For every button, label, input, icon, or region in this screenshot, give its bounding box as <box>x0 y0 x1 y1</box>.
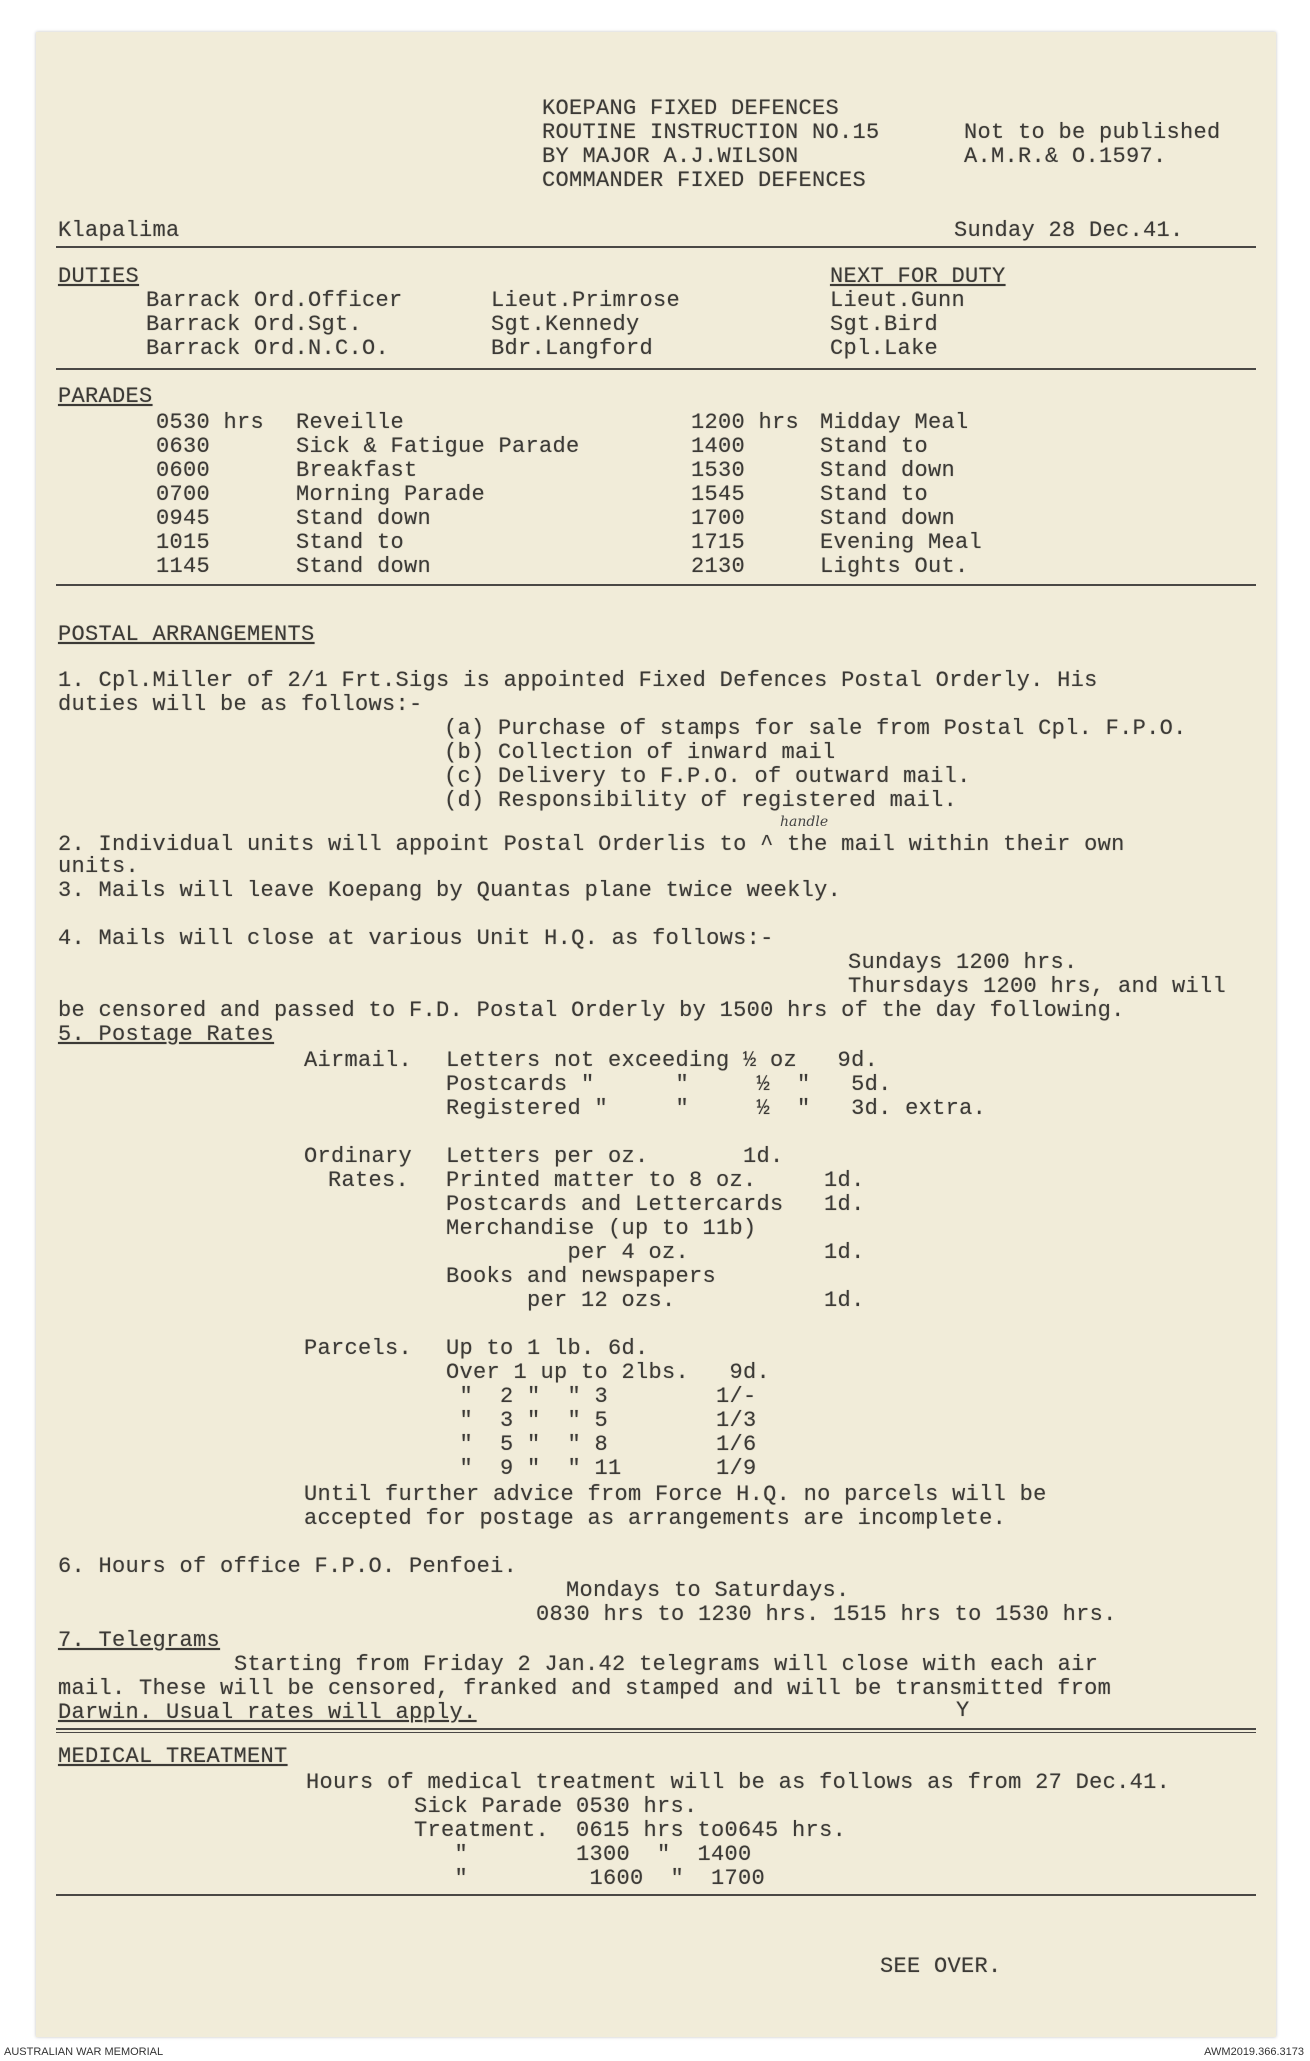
parade-time: 1700 <box>691 506 746 531</box>
ordinary-label: Ordinary <box>304 1144 413 1169</box>
postal-para-1-cont: duties will be as follows:- <box>58 692 423 717</box>
publication-note-1: Not to be published <box>964 120 1221 145</box>
postal-duty-item: (c) Delivery to F.P.O. of outward mail. <box>444 764 971 789</box>
header-line-3: BY MAJOR A.J.WILSON <box>542 144 799 169</box>
parade-event: Evening Meal <box>820 530 983 555</box>
footer-accession-number: AWM2019.366.3173 <box>1204 2046 1304 2058</box>
duty-role: Barrack Ord.N.C.O. <box>146 336 390 361</box>
parade-event: Stand down <box>296 554 432 579</box>
divider <box>56 246 1256 248</box>
medical-line: " 1600 " 1700 <box>414 1866 766 1891</box>
footer-credit: AUSTRALIAN WAR MEMORIAL <box>4 2046 164 2058</box>
duty-name: Lieut.Primrose <box>491 288 681 313</box>
telegrams-line: Starting from Friday 2 Jan.42 telegrams will close with each air <box>234 1652 1099 1677</box>
office-hours-para: 6. Hours of office F.P.O. Penfoei. <box>58 1554 518 1579</box>
mail-close-sunday: Sundays 1200 hrs. <box>848 950 1078 975</box>
airmail-label: Airmail. <box>304 1048 413 1073</box>
ordinary-rate: per 12 ozs. 1d. <box>446 1288 865 1313</box>
place-name: Klapalima <box>58 218 180 243</box>
airmail-rate: Postcards " " ½ " 5d. <box>446 1072 892 1097</box>
ordinary-rate: Merchandise (up to 11b) <box>446 1216 757 1241</box>
postal-para-3: 3. Mails will leave Koepang by Quantas plane twice weekly. <box>58 878 842 903</box>
postal-para-2: 2. Individual units will appoint Postal Orderlis to ^ the mail within their own <box>58 832 1125 857</box>
parade-event: Stand down <box>820 458 956 483</box>
parade-time: 2130 <box>691 554 746 579</box>
postal-heading: POSTAL ARRANGEMENTS <box>58 622 315 647</box>
duty-role: Barrack Ord.Officer <box>146 288 403 313</box>
parade-event: Stand to <box>296 530 405 555</box>
postal-para-1: 1. Cpl.Miller of 2/1 Frt.Sigs is appointed Fixed Defences Postal Orderly. His <box>58 668 1098 693</box>
medical-line: " 1300 " 1400 <box>414 1842 752 1867</box>
mail-close-thursday: Thursdays 1200 hrs, and will <box>848 974 1227 999</box>
parade-event: Breakfast <box>296 458 418 483</box>
parade-event: Sick & Fatigue Parade <box>296 434 580 459</box>
parcel-rate: " 9 " " 11 1/9 <box>446 1456 757 1481</box>
telegrams-line: mail. These will be censored, franked and stamped and will be transmitted from <box>58 1676 1112 1701</box>
medical-heading: MEDICAL TREATMENT <box>58 1744 288 1769</box>
parcels-note-cont: accepted for postage as arrangements are incomplete. <box>304 1506 1007 1531</box>
parade-event: Stand to <box>820 482 929 507</box>
parcels-label: Parcels. <box>304 1336 413 1361</box>
telegrams-heading: 7. Telegrams <box>58 1628 221 1653</box>
document-date: Sunday 28 Dec.41. <box>954 218 1184 243</box>
duty-next: Sgt.Bird <box>830 312 939 337</box>
postal-para-2-cont: units. <box>58 854 140 879</box>
ordinary-rate: Letters per oz. 1d. <box>446 1144 784 1169</box>
parade-event: Reveille <box>296 410 405 435</box>
header-line-1: KOEPANG FIXED DEFENCES <box>542 96 840 121</box>
document-page <box>36 32 1276 2037</box>
parade-time: 0630 <box>156 434 211 459</box>
parade-time: 1145 <box>156 554 211 579</box>
parade-event: Stand to <box>820 434 929 459</box>
publication-note-2: A.M.R.& O.1597. <box>964 144 1167 169</box>
ordinary-rate: Printed matter to 8 oz. 1d. <box>446 1168 865 1193</box>
airmail-rate: Letters not exceeding ½ oz 9d. <box>446 1048 879 1073</box>
telegrams-line: Darwin. Usual rates will apply. <box>58 1700 477 1725</box>
parcel-rate: " 5 " " 8 1/6 <box>446 1432 757 1457</box>
ordinary-rate: Books and newspapers <box>446 1264 717 1289</box>
next-for-duty-heading: NEXT FOR DUTY <box>830 264 1006 289</box>
parade-time: 1015 <box>156 530 211 555</box>
parades-heading: PARADES <box>58 384 153 409</box>
parade-event: Morning Parade <box>296 482 486 507</box>
divider <box>56 1894 1256 1896</box>
parade-time: 1545 <box>691 482 746 507</box>
duty-name: Sgt.Kennedy <box>491 312 640 337</box>
divider <box>56 584 1256 586</box>
parcel-rate: " 3 " " 5 1/3 <box>446 1408 757 1433</box>
parade-event: Stand down <box>296 506 432 531</box>
parcel-rate: Up to 1 lb. 6d. <box>446 1336 649 1361</box>
parcel-rate: Over 1 up to 2lbs. 9d. <box>446 1360 771 1385</box>
parade-event: Midday Meal <box>820 410 969 435</box>
postage-rates-heading: 5. Postage Rates <box>58 1022 275 1047</box>
header-line-2: ROUTINE INSTRUCTION NO.15 <box>542 120 880 145</box>
airmail-rate: Registered " " ½ " 3d. extra. <box>446 1096 987 1121</box>
duty-role: Barrack Ord.Sgt. <box>146 312 363 337</box>
duty-name: Bdr.Langford <box>491 336 654 361</box>
duties-heading: DUTIES <box>58 264 140 289</box>
postal-para-4: 4. Mails will close at various Unit H.Q. as follows:- <box>58 926 774 951</box>
parade-time: 0530 hrs <box>156 410 265 435</box>
divider <box>56 1728 1256 1733</box>
header-line-4: COMMANDER FIXED DEFENCES <box>542 168 867 193</box>
postal-duty-item: (b) Collection of inward mail <box>444 740 836 765</box>
handwritten-annotation: handle <box>780 814 829 830</box>
duty-next: Cpl.Lake <box>830 336 939 361</box>
parade-event: Lights Out. <box>820 554 969 579</box>
postal-duty-item: (d) Responsibility of registered mail. <box>444 788 958 813</box>
parade-time: 1530 <box>691 458 746 483</box>
medical-line: Sick Parade 0530 hrs. <box>414 1794 698 1819</box>
parade-time: 0600 <box>156 458 211 483</box>
parade-time: 0700 <box>156 482 211 507</box>
parade-time: 1400 <box>691 434 746 459</box>
postal-para-4-end: be censored and passed to F.D. Postal Orderly by 1500 hrs of the day following. <box>58 998 1125 1023</box>
ordinary-rate: Postcards and Lettercards 1d. <box>446 1192 865 1217</box>
parade-time: 1200 hrs <box>691 410 800 435</box>
pencil-mark: Y <box>956 1698 970 1723</box>
medical-line: Hours of medical treatment will be as follows as from 27 Dec.41. <box>306 1770 1171 1795</box>
parade-time: 1715 <box>691 530 746 555</box>
parade-time: 0945 <box>156 506 211 531</box>
office-hours: 0830 hrs to 1230 hrs. 1515 hrs to 1530 hrs. <box>536 1602 1117 1627</box>
parcels-note: Until further advice from Force H.Q. no parcels will be <box>304 1482 1047 1507</box>
duty-next: Lieut.Gunn <box>830 288 966 313</box>
see-over: SEE OVER. <box>880 1954 1002 1979</box>
parade-event: Stand down <box>820 506 956 531</box>
ordinary-label-cont: Rates. <box>328 1168 410 1193</box>
medical-line: Treatment. 0615 hrs to0645 hrs. <box>414 1818 847 1843</box>
office-days: Mondays to Saturdays. <box>566 1578 850 1603</box>
divider <box>56 368 1256 370</box>
ordinary-rate: per 4 oz. 1d. <box>446 1240 865 1265</box>
parcel-rate: " 2 " " 3 1/- <box>446 1384 757 1409</box>
postal-duty-item: (a) Purchase of stamps for sale from Postal Cpl. F.P.O. <box>444 716 1187 741</box>
